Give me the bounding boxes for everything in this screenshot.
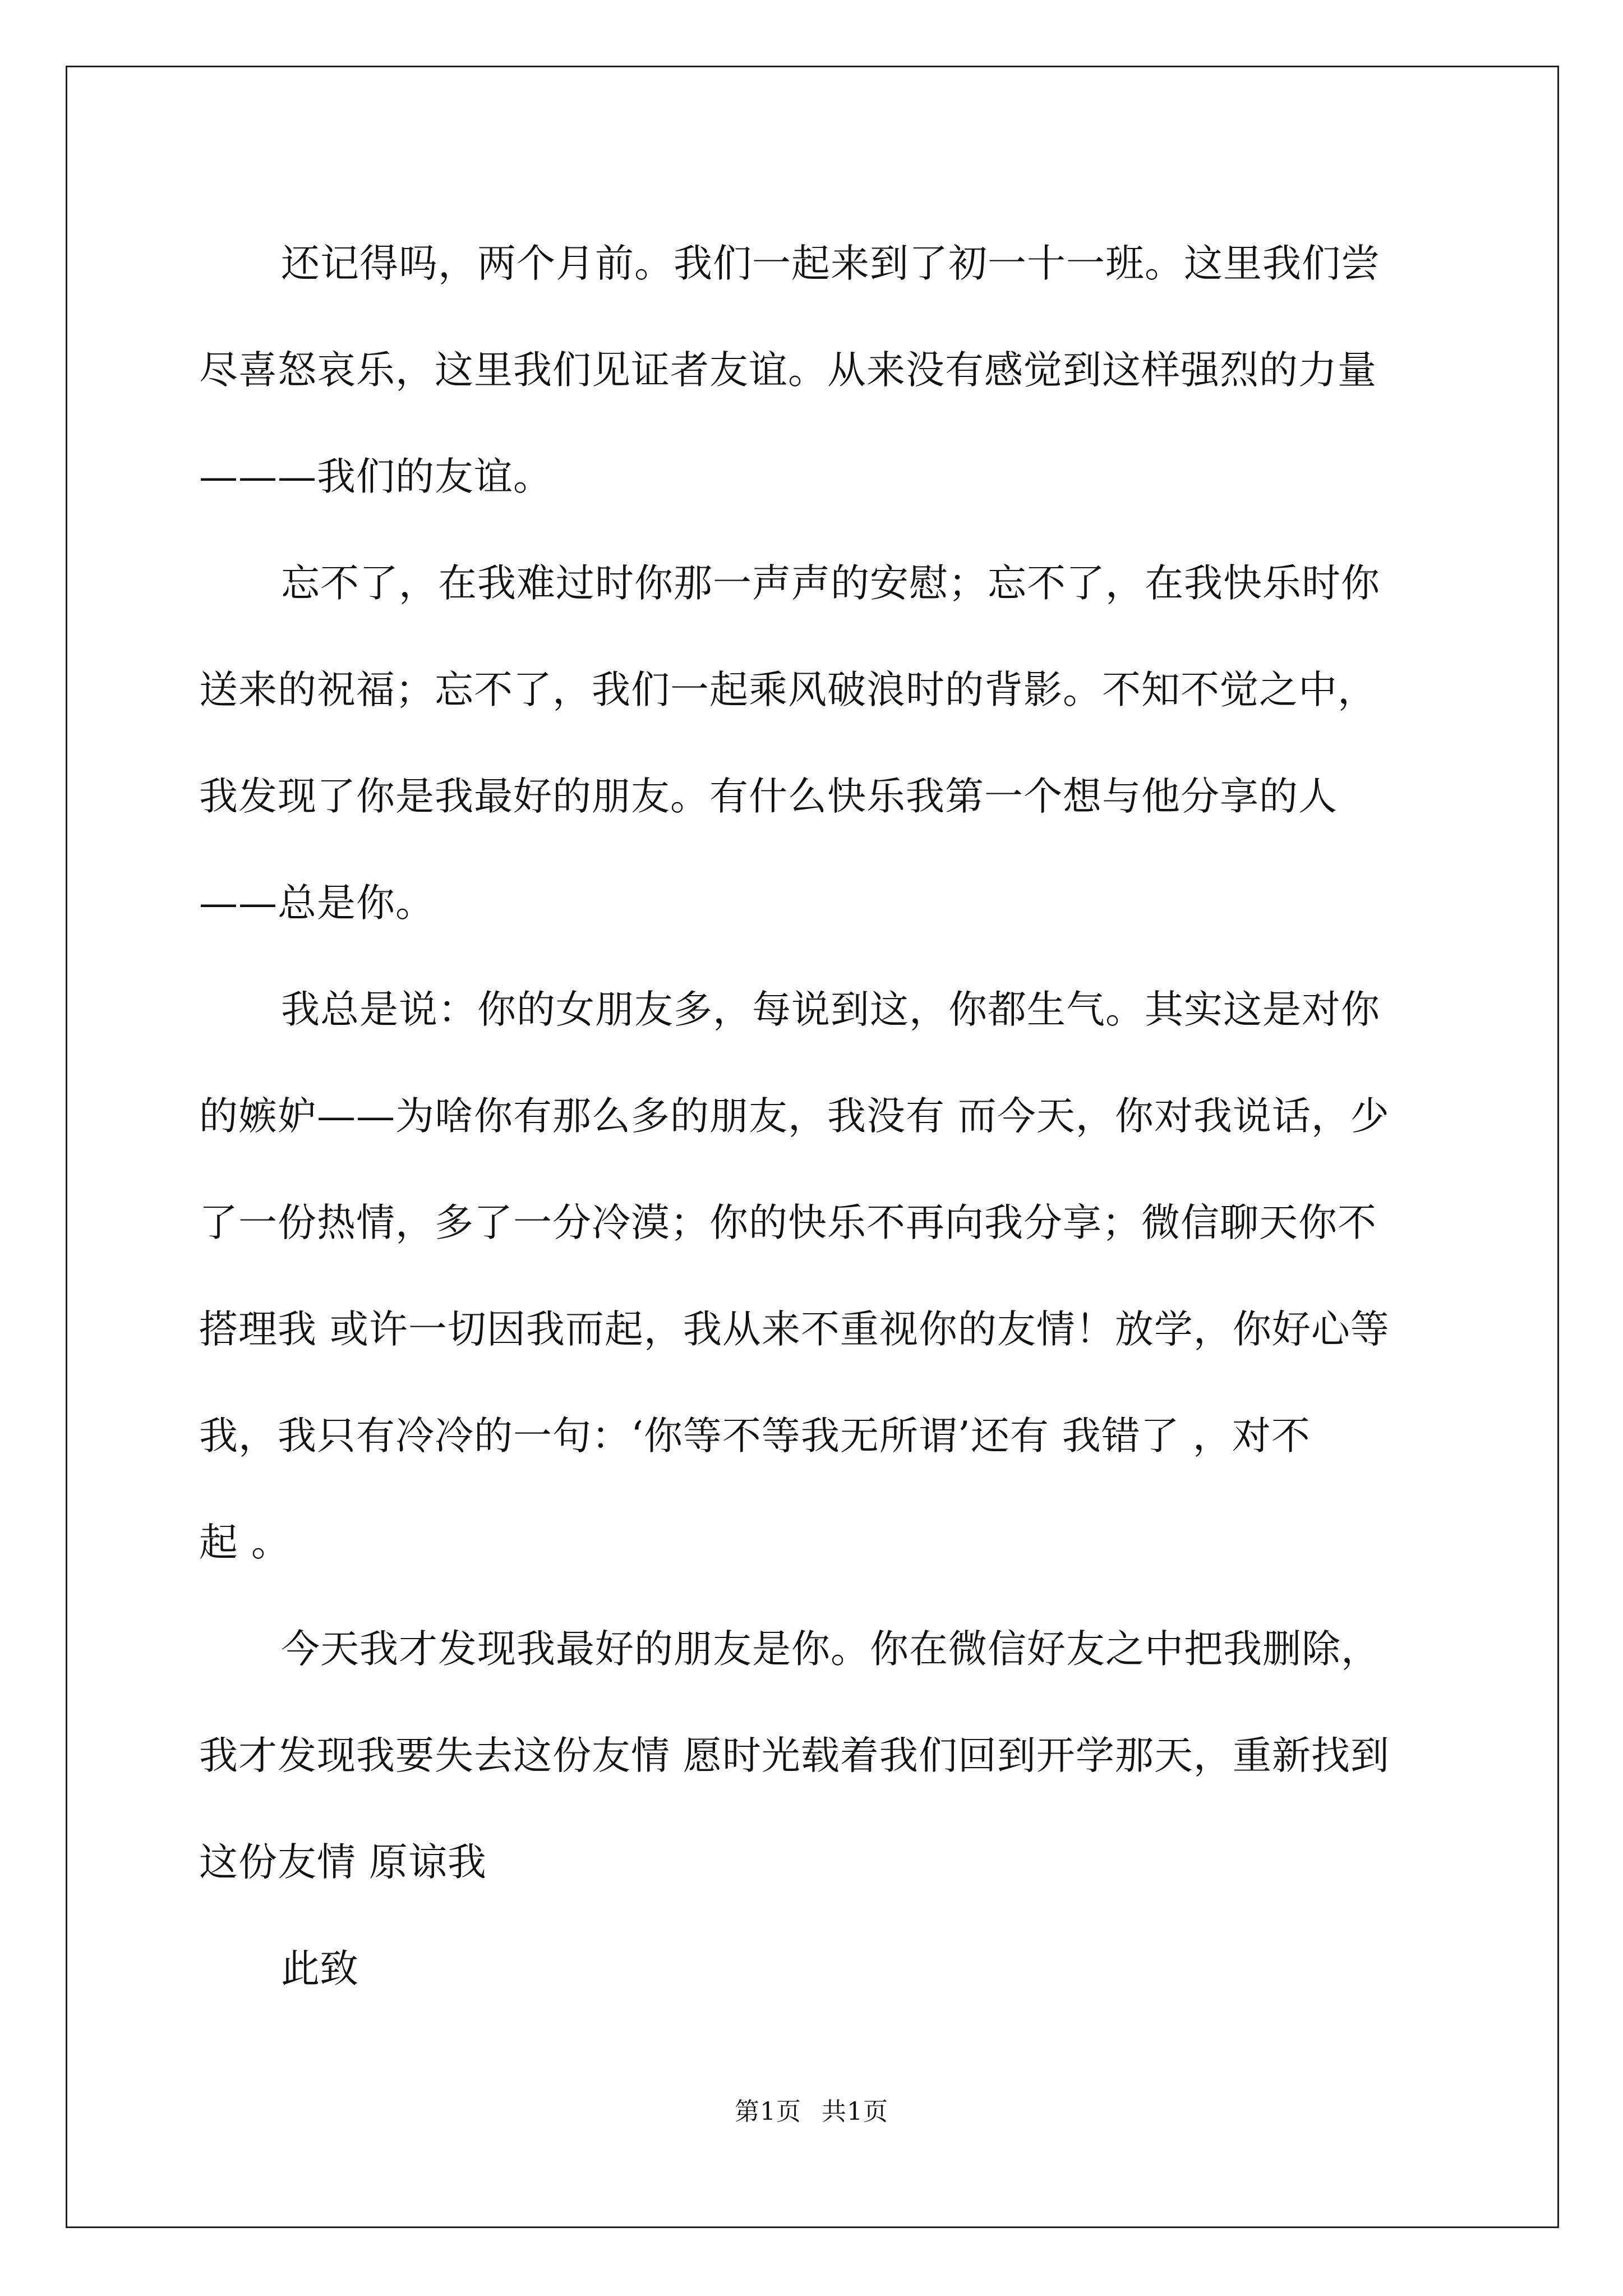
text-line: 了一份热情，多了一分冷漠；你的快乐不再向我分享；微信聊天你不 bbox=[199, 1200, 1377, 1245]
text-line: 我总是说：你的女朋友多，每说到这，你都生气。其实这是对你 bbox=[281, 987, 1380, 1032]
text-line: 我才发现我要失去这份友情 愿时光载着我们回到开学那天，重新找到 bbox=[199, 1733, 1390, 1778]
paragraph-3 bbox=[199, 956, 1427, 1596]
text-line: 忘不了，在我难过时你那一声声的安慰；忘不了，在我快乐时你 bbox=[281, 561, 1380, 606]
text-line: ———我们的友谊。 bbox=[199, 454, 552, 499]
closing-salutation: 此致 bbox=[281, 1947, 358, 1991]
page-total: 共1页 bbox=[822, 2097, 888, 2126]
page-footer bbox=[0, 2091, 1623, 2127]
text-line: 今天我才发现我最好的朋友是你。你在微信好友之中把我删除， bbox=[281, 1627, 1380, 1672]
text-line: ——总是你。 bbox=[199, 881, 435, 926]
paragraph-2 bbox=[199, 530, 1427, 956]
text-line: 这份友情 原谅我 bbox=[199, 1840, 487, 1885]
text-line: 起 。 bbox=[199, 1520, 291, 1565]
text-line: 我发现了你是我最好的朋友。有什么快乐我第一个想与他分享的人 bbox=[199, 774, 1338, 819]
letter-body bbox=[199, 210, 1427, 2022]
text-line: 的嫉妒——为啥你有那么多的朋友，我没有 而今天，你对我说话，少 bbox=[199, 1094, 1390, 1139]
paragraph-4 bbox=[199, 1596, 1427, 1916]
text-line: 尽喜怒哀乐，这里我们见证者友谊。从来没有感觉到这样强烈的力量 bbox=[199, 348, 1377, 393]
text-line: 送来的祝福；忘不了，我们一起乘风破浪时的背影。不知不觉之中， bbox=[199, 668, 1377, 712]
text-line: 还记得吗，两个月前。我们一起来到了初一十一班。这里我们尝 bbox=[281, 241, 1380, 286]
text-line: 我，我只有冷冷的一句：‘你等不等我无所谓’还有 我错了 ，对不 bbox=[199, 1414, 1311, 1458]
text-line: 搭理我 或许一切因我而起，我从来不重视你的友情！放学，你好心等 bbox=[199, 1307, 1390, 1352]
paragraph-1 bbox=[199, 210, 1427, 530]
page-number: 第1页 bbox=[735, 2097, 801, 2126]
